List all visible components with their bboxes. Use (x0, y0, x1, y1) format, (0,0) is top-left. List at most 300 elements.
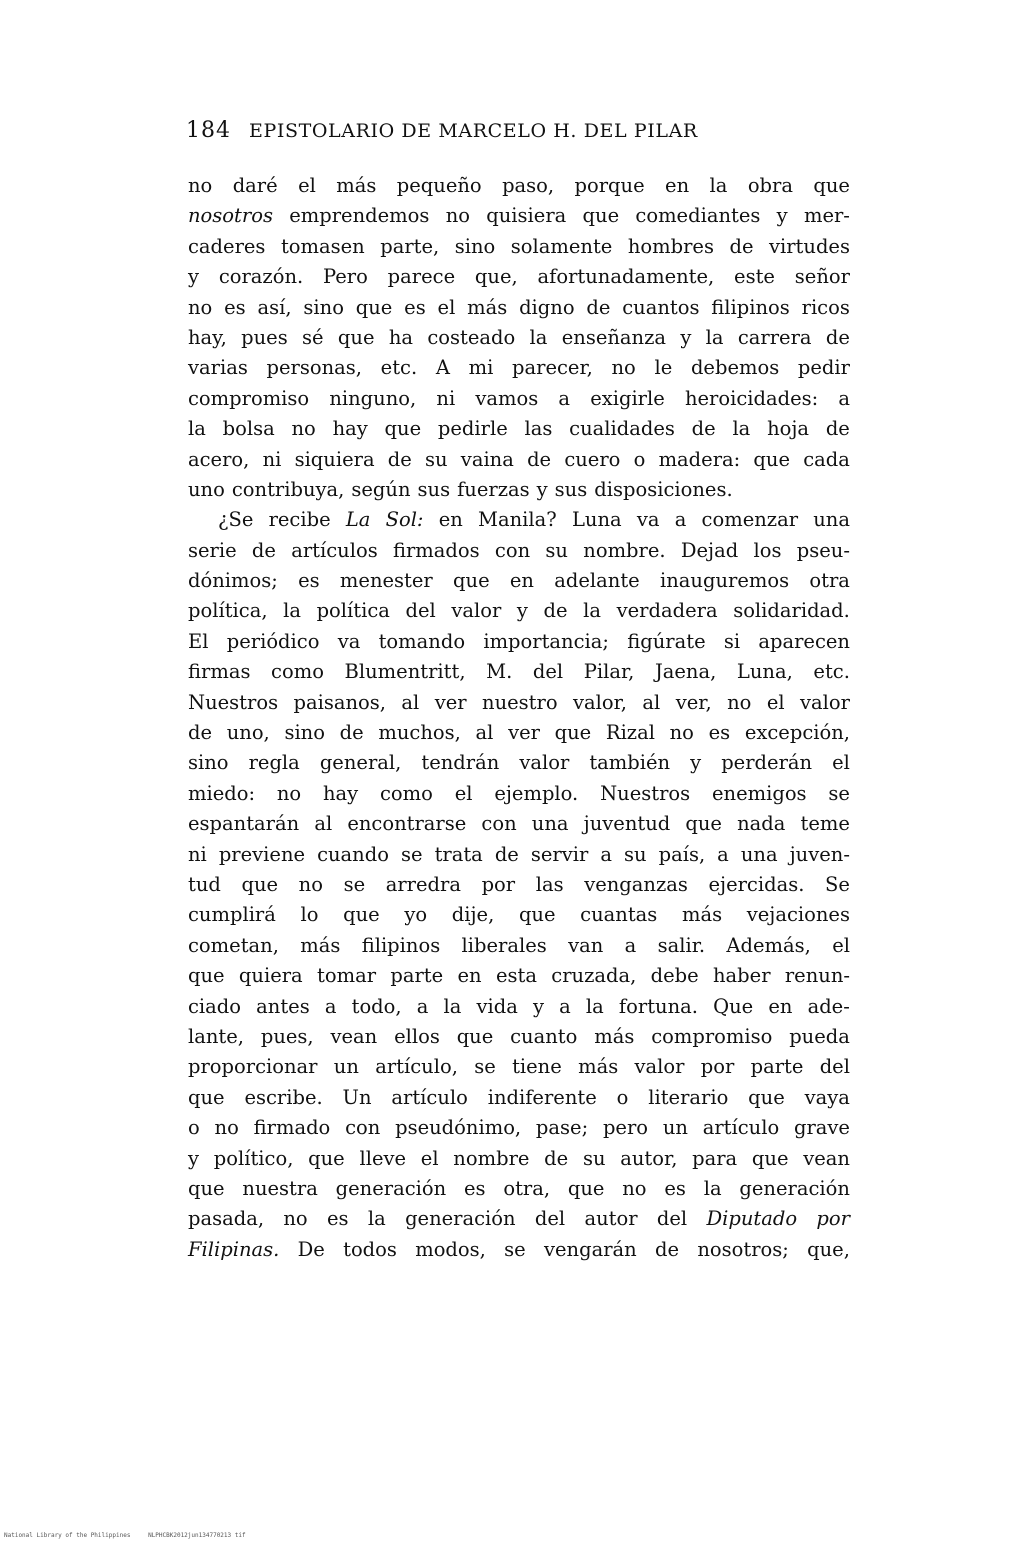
word: figúrate (627, 629, 706, 653)
word: vengarán (544, 1237, 637, 1261)
word: Luna (571, 508, 622, 532)
word: cualidades (569, 417, 675, 441)
word: daré (232, 174, 278, 197)
text-line (188, 688, 850, 718)
word: le (654, 356, 673, 380)
word: cumplirá (188, 903, 276, 927)
word: que (567, 1176, 605, 1200)
word: generación (739, 1176, 850, 1200)
word: solidaridad. (733, 599, 850, 623)
word: personas, (266, 356, 362, 380)
text-line (188, 536, 850, 566)
word: pasada, (188, 1207, 265, 1231)
word: firmado (253, 1116, 331, 1140)
word: previene (218, 842, 306, 866)
word: madera: (658, 447, 741, 471)
word: contribuya, (231, 477, 345, 501)
word: y (776, 204, 788, 228)
word: y (536, 477, 548, 501)
word: señor (794, 265, 850, 289)
word: ver (508, 721, 540, 745)
text-line (188, 1022, 850, 1052)
word: artículo (391, 1085, 468, 1109)
word: va (636, 508, 660, 532)
word: bolsa (222, 417, 275, 441)
word: indiferente (487, 1085, 597, 1109)
word: pues, (260, 1024, 314, 1048)
text-line (188, 718, 850, 748)
word: lante, (188, 1024, 244, 1048)
word: de (339, 721, 364, 745)
word: este (734, 265, 775, 289)
word: según (351, 477, 411, 501)
word: hay, (188, 325, 227, 349)
word: pequeño (396, 174, 482, 197)
word: carrera (737, 325, 812, 349)
word: serie (188, 538, 237, 562)
word: que, (807, 1237, 850, 1261)
word: compromiso (188, 386, 310, 410)
text-line (188, 809, 850, 839)
word: artículo, (375, 1055, 458, 1079)
word: y (516, 599, 528, 623)
word: quiera (238, 964, 303, 988)
word: sino (303, 295, 344, 319)
word: nuestra (242, 1176, 318, 1200)
text-line (188, 1083, 850, 1113)
word: a (674, 508, 687, 532)
text-line (188, 1204, 850, 1234)
word: a (558, 386, 571, 410)
word: como (271, 660, 324, 684)
word: yo (404, 903, 428, 927)
word: la (709, 174, 728, 197)
text-line (188, 657, 850, 687)
word: todo, (351, 994, 402, 1018)
word: país, (658, 842, 706, 866)
word: y (680, 325, 692, 349)
word: lo (300, 903, 319, 927)
page-number: 184 (186, 118, 231, 143)
word: varias (188, 356, 248, 380)
word: si (723, 629, 741, 653)
word: parte (390, 964, 444, 988)
word: valor, (573, 690, 627, 714)
word: de (825, 325, 850, 349)
word: de (188, 721, 213, 745)
word: del (532, 660, 564, 684)
word: renun- (784, 964, 850, 988)
word: en (438, 508, 463, 532)
word: enseñanza (561, 325, 667, 349)
word: dónimos; (188, 569, 278, 593)
word: es (664, 1176, 686, 1200)
word: vejaciones (746, 903, 850, 927)
word: por (816, 1207, 850, 1231)
word: más (594, 1024, 635, 1048)
word: con (481, 812, 517, 836)
word: ricos (801, 295, 850, 319)
word: pseudónimo, (395, 1116, 522, 1140)
text-line (188, 353, 850, 383)
word: corazón. (218, 265, 304, 289)
word: etc. (380, 356, 418, 380)
word: se (474, 1055, 496, 1079)
word: que, (474, 265, 518, 289)
word: compromiso (651, 1024, 773, 1048)
word: con (345, 1116, 381, 1140)
word: a (559, 994, 571, 1018)
text-line (188, 1113, 850, 1143)
word: generación (335, 1176, 447, 1200)
word: una (813, 508, 850, 532)
text-line (188, 1174, 850, 1204)
word: es (224, 295, 246, 319)
word: Que (713, 994, 754, 1018)
text-line (188, 1235, 850, 1265)
word: ciado (188, 994, 242, 1018)
word: o (633, 447, 646, 471)
word: proporcionar (188, 1055, 318, 1079)
word: etc. (813, 660, 850, 684)
word: parece (387, 265, 456, 289)
word: excepción, (744, 721, 850, 745)
running-title: EPISTOLARIO DE MARCELO H. DEL PILAR (249, 120, 698, 142)
word: no (622, 1176, 647, 1200)
word: no (611, 356, 636, 380)
word: que (456, 1024, 494, 1048)
text-line (188, 779, 850, 809)
word: afortunadamente, (537, 265, 715, 289)
text-line (188, 931, 850, 961)
word: se (504, 1237, 526, 1261)
word: a (416, 994, 429, 1018)
body-text (188, 171, 850, 1265)
word: Además, (726, 933, 811, 957)
word: una (740, 842, 778, 866)
text-line (188, 445, 850, 475)
word: hay (332, 417, 368, 441)
scan-footer (4, 1532, 260, 1539)
word: servir (530, 842, 589, 866)
word: sus (417, 477, 451, 501)
word: que (343, 903, 380, 927)
word: es (708, 721, 731, 745)
word: heroicidades: (684, 386, 819, 410)
word: su (582, 1146, 606, 1170)
word: ni (262, 447, 282, 471)
word: la (443, 994, 462, 1018)
word: parecer, (512, 356, 593, 380)
word: verdadera (616, 599, 718, 623)
word: salir. (657, 933, 706, 957)
word: siquiera (294, 447, 375, 471)
word: nombre. (583, 538, 666, 562)
word: y (690, 751, 702, 775)
word: es (463, 1176, 486, 1200)
word: general, (319, 751, 402, 775)
word: las (524, 417, 553, 441)
library-credit: National Library of the Philippines (4, 1532, 131, 1539)
word: cuanto (510, 1024, 578, 1048)
word: es (404, 295, 426, 319)
word: sino (284, 721, 325, 745)
text-line (188, 232, 850, 262)
word: más (467, 295, 508, 319)
word: aparecen (758, 629, 850, 653)
word: miedo: (188, 781, 256, 805)
word: nosotros; (697, 1237, 789, 1261)
word: hay (323, 781, 359, 805)
word: valor (451, 599, 502, 623)
word: Pero (323, 265, 368, 289)
word: teme (800, 812, 850, 836)
word: otra, (503, 1176, 551, 1200)
word: vaina (460, 447, 514, 471)
word: de (655, 1237, 680, 1261)
word: disposiciones. (594, 477, 733, 501)
word: vean (803, 1146, 850, 1170)
word: de (543, 599, 568, 623)
word: un (662, 1116, 688, 1140)
word: el (832, 751, 850, 775)
word: que (241, 872, 279, 896)
text-line (188, 870, 850, 900)
word: que (748, 1085, 785, 1109)
word: que (554, 721, 592, 745)
word: Luna, (736, 660, 793, 684)
word: a (600, 842, 612, 866)
word: pase; (535, 1116, 589, 1140)
word: cruzada, (551, 964, 637, 988)
word: por (481, 872, 516, 896)
word: muchos, (378, 721, 461, 745)
text-line (188, 293, 850, 323)
word: o (616, 1085, 629, 1109)
word: al (314, 812, 333, 836)
word: sino (454, 234, 496, 258)
word: en (665, 174, 690, 197)
word: ninguno, (329, 386, 417, 410)
word: cada (803, 447, 850, 471)
word: vaya (804, 1085, 850, 1109)
word: la (703, 1176, 722, 1200)
word: paso, (502, 174, 555, 197)
word: el (298, 174, 316, 197)
word: los (753, 538, 782, 562)
word: modos, (415, 1237, 486, 1261)
word: importancia; (483, 629, 609, 653)
word: Un (342, 1085, 372, 1109)
word: venganzas (584, 872, 688, 896)
word: cuantos (622, 295, 700, 319)
word: es (298, 569, 320, 593)
word: arredra (385, 872, 461, 896)
word: valor (800, 690, 850, 714)
word: en (457, 964, 482, 988)
word: que (188, 964, 225, 988)
word: Filipinas. (188, 1237, 280, 1261)
word: valor (519, 751, 570, 775)
text-line (188, 1144, 850, 1174)
word: el (454, 781, 473, 805)
word: más (681, 903, 723, 927)
word: exigirle (590, 386, 665, 410)
word: Dejad (680, 538, 739, 562)
word: que (685, 812, 722, 836)
word: espantarán (188, 812, 300, 836)
word: Manila? (478, 508, 557, 532)
text-line (188, 201, 850, 231)
word: El (188, 629, 209, 653)
word: liberales (461, 933, 547, 957)
word: Se (825, 872, 850, 896)
word: se (828, 781, 850, 805)
text-line (188, 748, 850, 778)
word: ejercidas. (708, 872, 805, 896)
word: no (445, 204, 470, 228)
word: de (691, 417, 716, 441)
word: caderes (188, 234, 266, 258)
word: ver (434, 690, 467, 714)
word: mi (468, 356, 494, 380)
word: la (188, 417, 206, 441)
word: Nuestros (188, 690, 279, 714)
word: el (420, 1146, 439, 1170)
word: periódico (226, 629, 320, 653)
word: cuando (317, 842, 389, 866)
word: tud (188, 872, 221, 896)
word: costeado (427, 325, 516, 349)
word: la (732, 417, 751, 441)
word: inauguremos (659, 569, 790, 593)
word: tomar (317, 964, 377, 988)
word: a (624, 933, 637, 957)
word: de (527, 447, 552, 471)
word: Nuestros (600, 781, 691, 805)
word: no (727, 690, 752, 714)
word: de (387, 447, 412, 471)
word: a (717, 842, 729, 866)
word: que (355, 295, 393, 319)
word: solamente (510, 234, 613, 258)
word: ellos (394, 1024, 440, 1048)
word: de (586, 295, 611, 319)
word: a (838, 386, 850, 410)
word: juven- (789, 842, 850, 866)
word: las (535, 872, 564, 896)
word: no (276, 781, 302, 805)
word: valor (634, 1055, 685, 1079)
word: ha (388, 325, 413, 349)
word: el (766, 690, 785, 714)
word: pedirle (437, 417, 508, 441)
word: literario (648, 1085, 729, 1109)
word: filipinos (361, 933, 441, 957)
word: de (544, 1146, 569, 1170)
word: otra (809, 569, 850, 593)
word: del (656, 1207, 688, 1231)
word: autor, (620, 1146, 678, 1170)
word: esta (495, 964, 537, 988)
word: nuestro (482, 690, 558, 714)
file-id: NLPHCBK2012jun134770213 tif (148, 1532, 246, 1539)
word: también (589, 751, 671, 775)
word: todos (343, 1237, 397, 1261)
text-line (188, 627, 850, 657)
word: se (400, 842, 423, 866)
word: comenzar (701, 508, 799, 532)
word: ¿Se (218, 508, 254, 532)
word: ade- (807, 994, 850, 1018)
word: a (324, 994, 337, 1018)
word: paisanos, (293, 690, 386, 714)
word: van (568, 933, 604, 957)
word: una (531, 812, 569, 836)
word: lleve (359, 1146, 407, 1170)
word: sé (302, 325, 324, 349)
text-line (188, 566, 850, 596)
word: para (692, 1146, 738, 1170)
word: emprendemos (289, 204, 430, 228)
text-line (188, 596, 850, 626)
word: la (705, 325, 724, 349)
word: del (405, 599, 436, 623)
word: que (753, 447, 791, 471)
word: fuerzas (457, 477, 530, 501)
word: su (624, 842, 647, 866)
word: la (283, 599, 301, 623)
word: escribe. (244, 1085, 323, 1109)
text-line (188, 961, 850, 991)
text-line (188, 475, 850, 505)
word: tiene (512, 1055, 562, 1079)
word: sus (554, 477, 588, 501)
word: la (583, 599, 602, 623)
word: en (509, 569, 534, 593)
word: un (333, 1055, 359, 1079)
word: hoja (767, 417, 810, 441)
text-line (188, 840, 850, 870)
word: De (297, 1237, 325, 1261)
word: juventud (583, 812, 671, 836)
word: la (585, 994, 604, 1018)
word: grave (793, 1116, 850, 1140)
text-line (188, 171, 850, 201)
word: va (337, 629, 361, 653)
word: tomando (378, 629, 466, 653)
word: el (437, 295, 456, 319)
word: filipinos (711, 295, 790, 319)
word: nombre (453, 1146, 530, 1170)
word: tomasen (280, 234, 365, 258)
page-header (186, 118, 786, 150)
word: dije, (451, 903, 495, 927)
word: como (380, 781, 433, 805)
word: artículos (291, 538, 378, 562)
word: pedir (797, 356, 850, 380)
word: que (582, 204, 620, 228)
word: que (518, 903, 556, 927)
word: Diputado (706, 1207, 798, 1231)
word: autor (584, 1207, 638, 1231)
word: al (475, 721, 494, 745)
word: parte, (380, 234, 440, 258)
word: no (291, 417, 316, 441)
word: virtudes (768, 234, 850, 258)
word: no (298, 872, 323, 896)
word: la (367, 1207, 386, 1231)
